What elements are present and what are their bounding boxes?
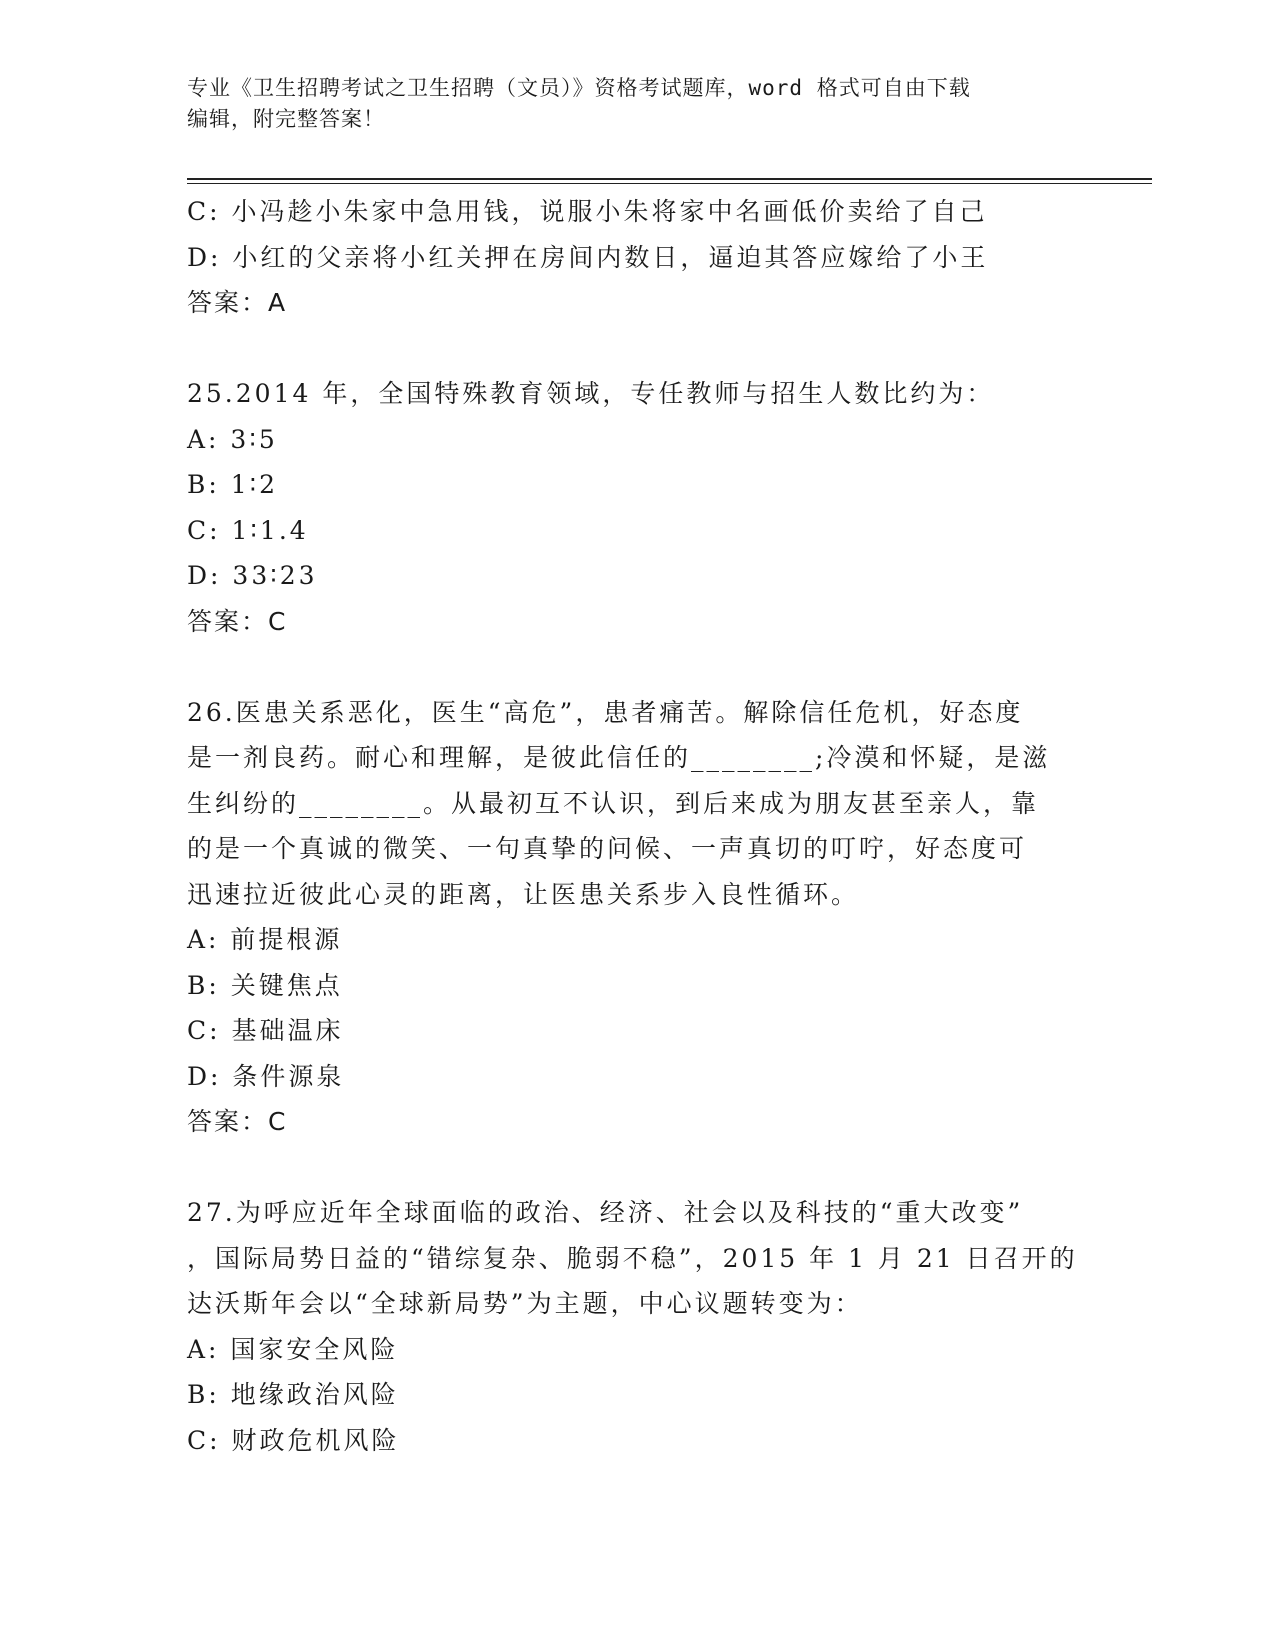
question-stem: 25.2014 年，全国特殊教育领域，专任教师与招生人数比约为： xyxy=(187,379,995,408)
question-stem-line: 是一剂良药。耐心和理解，是彼此信任的________;冷漠和怀疑，是滋 xyxy=(187,743,1051,772)
option-d: D: 条件源泉 xyxy=(187,1061,345,1091)
header-divider-thick xyxy=(187,178,1152,180)
question-stem-line: 生纠纷的________。从最初互不认识，到后来成为朋友甚至亲人，靠 xyxy=(187,788,1040,818)
option-b: B: 关键焦点 xyxy=(187,970,343,1000)
option-c: C: 1∶1.4 xyxy=(187,515,309,545)
question-stem-line: 27.为呼应近年全球面临的政治、经济、社会以及科技的“重大改变” xyxy=(187,1198,1024,1227)
question-25 xyxy=(187,371,1087,644)
answer: 答案：C xyxy=(187,606,288,636)
question-stem-line: ，国际局势日益的“错综复杂、脆弱不稳”，2015 年 1 月 21 日召开的 xyxy=(187,1243,1078,1273)
option-a: A: 前提根源 xyxy=(187,925,343,954)
answer: 答案：C xyxy=(187,1107,288,1136)
spacer xyxy=(187,326,1087,372)
option-b: B: 地缘政治风险 xyxy=(187,1380,399,1409)
option-a: A: 3∶5 xyxy=(187,424,278,454)
option-d: D: 33∶23 xyxy=(187,561,318,590)
question-stem-line: 迅速拉近彼此心灵的距离，让医患关系步入良性循环。 xyxy=(187,879,860,909)
question-27 xyxy=(187,1190,1087,1463)
document-body xyxy=(187,189,1087,1463)
option-c: C: 财政危机风险 xyxy=(187,1425,400,1455)
question-stem-line: 的是一个真诚的微笑、一句真挚的问候、一声真切的叮咛，好态度可 xyxy=(187,834,1028,863)
question-26 xyxy=(187,690,1087,1145)
header-line-2: 编辑，附完整答案！ xyxy=(187,107,385,131)
page-header xyxy=(187,73,1087,135)
spacer xyxy=(187,1145,1087,1191)
header-line-1: 专业《卫生招聘考试之卫生招聘（文员）》资格考试题库，word 格式可自由下载 xyxy=(187,76,971,100)
option-a: A: 国家安全风险 xyxy=(187,1334,399,1364)
question-24-continued xyxy=(187,189,1087,326)
spacer xyxy=(187,644,1087,690)
option-c: C: 基础温床 xyxy=(187,1016,344,1045)
answer: 答案：A xyxy=(187,288,288,317)
option-c: C: 小冯趁小朱家中急用钱，说服小朱将家中名画低价卖给了自己 xyxy=(187,197,988,226)
header-divider-thin xyxy=(187,183,1152,184)
option-b: B: 1∶2 xyxy=(187,470,279,499)
question-stem-line: 达沃斯年会以“全球新局势”为主题，中心议题转变为： xyxy=(187,1289,863,1318)
option-d: D: 小红的父亲将小红关押在房间内数日，逼迫其答应嫁给了小王 xyxy=(187,242,989,272)
question-stem-line: 26.医患关系恶化，医生“高危”，患者痛苦。解除信任危机，好态度 xyxy=(187,697,1024,727)
